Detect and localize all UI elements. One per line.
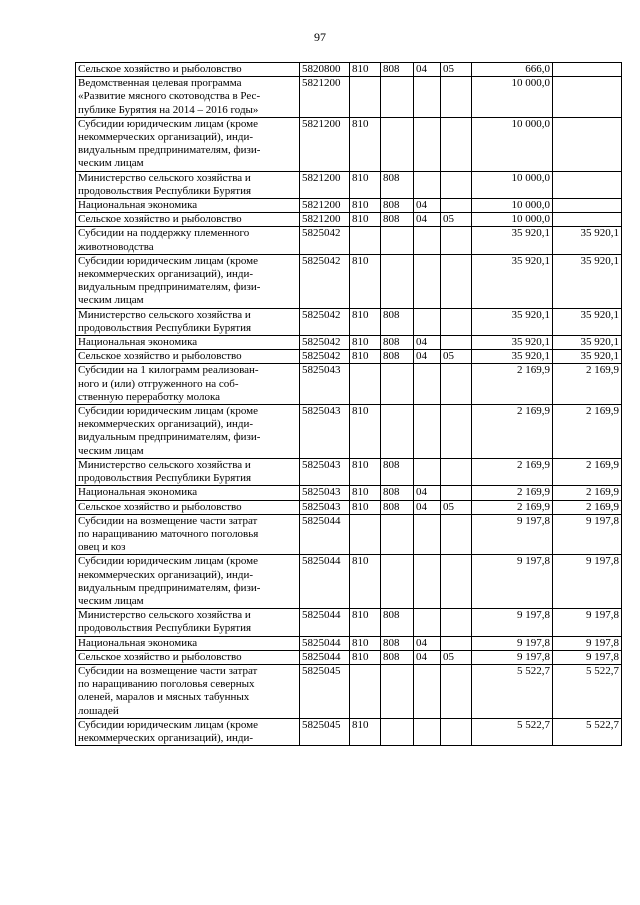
row-amount-1: 9 197,8: [472, 650, 553, 664]
row-expense-type: [441, 364, 472, 405]
row-amount-2: 5 522,7: [553, 718, 622, 745]
row-expense-type: 05: [441, 63, 472, 77]
row-code: 5825044: [300, 636, 350, 650]
row-amount-2: 35 920,1: [553, 350, 622, 364]
row-subsection: [414, 458, 441, 485]
row-section: 808: [381, 458, 414, 485]
row-section: [381, 664, 414, 718]
row-expense-type: [441, 199, 472, 213]
row-amount-2: 9 197,8: [553, 609, 622, 636]
row-name: Национальная экономика: [76, 199, 300, 213]
row-section: 808: [381, 199, 414, 213]
row-amount-1: 35 920,1: [472, 227, 553, 254]
row-amount-2: [553, 117, 622, 171]
row-code: 5825045: [300, 664, 350, 718]
row-name: Субсидии юридическим лицам (кроме некоммерческих организаций), инди- видуальным предпринимателям, физи- ческим лицам: [76, 254, 300, 308]
row-amount-1: 10 000,0: [472, 171, 553, 198]
row-name: Ведомственная целевая программа «Развитие мясного скотоводства в Рес- публике Бурятия на 2014 – 2016 годы»: [76, 77, 300, 118]
row-subsection: [414, 364, 441, 405]
row-amount-2: [553, 213, 622, 227]
row-amount-1: 10 000,0: [472, 199, 553, 213]
row-expense-type: 05: [441, 213, 472, 227]
row-amount-1: 9 197,8: [472, 609, 553, 636]
row-ved: 810: [350, 199, 381, 213]
row-ved: 810: [350, 636, 381, 650]
row-name: Субсидии на поддержку племенного животноводства: [76, 227, 300, 254]
row-expense-type: [441, 664, 472, 718]
row-section: [381, 405, 414, 459]
row-code: 5825043: [300, 458, 350, 485]
row-ved: 810: [350, 609, 381, 636]
row-expense-type: [441, 77, 472, 118]
row-amount-2: 9 197,8: [553, 514, 622, 555]
row-code: 5825044: [300, 650, 350, 664]
row-name: Национальная экономика: [76, 636, 300, 650]
budget-table: [75, 62, 622, 746]
row-expense-type: [441, 718, 472, 745]
row-name: Сельское хозяйство и рыболовство: [76, 650, 300, 664]
row-amount-2: [553, 63, 622, 77]
row-section: [381, 718, 414, 745]
row-code: 5821200: [300, 199, 350, 213]
row-ved: [350, 514, 381, 555]
row-ved: 810: [350, 718, 381, 745]
row-section: [381, 364, 414, 405]
row-code: 5821200: [300, 171, 350, 198]
row-ved: 810: [350, 500, 381, 514]
row-amount-2: [553, 171, 622, 198]
row-code: 5820800: [300, 63, 350, 77]
row-subsection: 04: [414, 63, 441, 77]
row-expense-type: [441, 117, 472, 171]
row-ved: 810: [350, 555, 381, 609]
row-name: Субсидии на возмещение части затрат по наращиванию поголовья северных оленей, маралов и мясных табунных лошадей: [76, 664, 300, 718]
row-subsection: 04: [414, 636, 441, 650]
row-expense-type: [441, 636, 472, 650]
row-subsection: 04: [414, 336, 441, 350]
table-row: [76, 650, 622, 664]
table-row: [76, 486, 622, 500]
row-code: 5825044: [300, 609, 350, 636]
table-row: [76, 308, 622, 335]
row-subsection: [414, 254, 441, 308]
row-amount-2: 9 197,8: [553, 636, 622, 650]
row-code: 5825043: [300, 405, 350, 459]
table-row: [76, 350, 622, 364]
row-ved: 810: [350, 486, 381, 500]
row-expense-type: [441, 336, 472, 350]
row-name: Министерство сельского хозяйства и продовольствия Республики Бурятия: [76, 171, 300, 198]
row-amount-1: 9 197,8: [472, 555, 553, 609]
row-subsection: 04: [414, 486, 441, 500]
row-ved: 810: [350, 308, 381, 335]
row-section: 808: [381, 636, 414, 650]
row-amount-2: 35 920,1: [553, 336, 622, 350]
row-code: 5825043: [300, 364, 350, 405]
row-section: [381, 117, 414, 171]
row-expense-type: 05: [441, 650, 472, 664]
table-row: [76, 63, 622, 77]
row-expense-type: [441, 227, 472, 254]
row-code: 5825044: [300, 514, 350, 555]
row-amount-1: 35 920,1: [472, 350, 553, 364]
row-name: Министерство сельского хозяйства и продовольствия Республики Бурятия: [76, 458, 300, 485]
row-expense-type: [441, 458, 472, 485]
row-expense-type: [441, 308, 472, 335]
table-row: [76, 664, 622, 718]
row-ved: 810: [350, 458, 381, 485]
row-subsection: 04: [414, 350, 441, 364]
table-row: [76, 405, 622, 459]
row-amount-1: 2 169,9: [472, 486, 553, 500]
row-ved: 810: [350, 650, 381, 664]
row-subsection: [414, 514, 441, 555]
row-ved: 810: [350, 63, 381, 77]
row-expense-type: 05: [441, 500, 472, 514]
table-row: [76, 171, 622, 198]
row-name: Сельское хозяйство и рыболовство: [76, 350, 300, 364]
row-code: 5825042: [300, 227, 350, 254]
row-subsection: [414, 227, 441, 254]
row-expense-type: [441, 486, 472, 500]
table-row: [76, 227, 622, 254]
row-expense-type: 05: [441, 350, 472, 364]
row-code: 5825043: [300, 500, 350, 514]
table-row: [76, 364, 622, 405]
row-code: 5825044: [300, 555, 350, 609]
row-section: 808: [381, 350, 414, 364]
table-row: [76, 609, 622, 636]
row-amount-2: 35 920,1: [553, 308, 622, 335]
row-expense-type: [441, 514, 472, 555]
row-ved: [350, 227, 381, 254]
row-expense-type: [441, 254, 472, 308]
row-amount-2: 9 197,8: [553, 555, 622, 609]
row-ved: [350, 77, 381, 118]
row-name: Сельское хозяйство и рыболовство: [76, 63, 300, 77]
table-row: [76, 555, 622, 609]
row-expense-type: [441, 609, 472, 636]
row-amount-1: 9 197,8: [472, 636, 553, 650]
row-ved: [350, 664, 381, 718]
row-amount-1: 2 169,9: [472, 364, 553, 405]
row-ved: 810: [350, 171, 381, 198]
row-subsection: [414, 664, 441, 718]
row-amount-1: 2 169,9: [472, 500, 553, 514]
row-subsection: [414, 117, 441, 171]
row-amount-1: 35 920,1: [472, 254, 553, 308]
row-name: Министерство сельского хозяйства и продовольствия Республики Бурятия: [76, 308, 300, 335]
row-code: 5821200: [300, 117, 350, 171]
row-ved: 810: [350, 405, 381, 459]
row-subsection: 04: [414, 213, 441, 227]
row-expense-type: [441, 555, 472, 609]
row-amount-1: 2 169,9: [472, 405, 553, 459]
row-amount-1: 5 522,7: [472, 718, 553, 745]
table-row: [76, 199, 622, 213]
row-amount-2: 5 522,7: [553, 664, 622, 718]
row-section: 808: [381, 171, 414, 198]
row-amount-1: 10 000,0: [472, 213, 553, 227]
row-ved: 810: [350, 213, 381, 227]
row-code: 5821200: [300, 213, 350, 227]
row-expense-type: [441, 405, 472, 459]
row-amount-1: 2 169,9: [472, 458, 553, 485]
row-code: 5825042: [300, 254, 350, 308]
table-row: [76, 77, 622, 118]
row-amount-2: 9 197,8: [553, 650, 622, 664]
row-subsection: 04: [414, 500, 441, 514]
row-section: 808: [381, 63, 414, 77]
row-subsection: [414, 77, 441, 118]
row-amount-2: 2 169,9: [553, 458, 622, 485]
row-amount-1: 10 000,0: [472, 77, 553, 118]
row-section: 808: [381, 308, 414, 335]
row-name: Национальная экономика: [76, 486, 300, 500]
row-name: Субсидии юридическим лицам (кроме некоммерческих организаций), инди- видуальным предпринимателям, физи- ческим лицам: [76, 405, 300, 459]
row-subsection: [414, 555, 441, 609]
row-code: 5825042: [300, 308, 350, 335]
table-row: [76, 718, 622, 745]
row-amount-1: 5 522,7: [472, 664, 553, 718]
row-section: [381, 514, 414, 555]
row-amount-2: 2 169,9: [553, 500, 622, 514]
row-subsection: [414, 405, 441, 459]
row-amount-2: 2 169,9: [553, 364, 622, 405]
table-row: [76, 500, 622, 514]
row-name: Субсидии юридическим лицам (кроме некоммерческих организаций), инди- видуальным предпринимателям, физи- ческим лицам: [76, 117, 300, 171]
row-expense-type: [441, 171, 472, 198]
row-ved: [350, 364, 381, 405]
row-name: Национальная экономика: [76, 336, 300, 350]
row-amount-2: [553, 199, 622, 213]
row-section: [381, 555, 414, 609]
row-code: 5821200: [300, 77, 350, 118]
row-name: Министерство сельского хозяйства и продовольствия Республики Бурятия: [76, 609, 300, 636]
row-section: 808: [381, 609, 414, 636]
table-row: [76, 514, 622, 555]
row-code: 5825042: [300, 336, 350, 350]
table-row: [76, 458, 622, 485]
row-subsection: [414, 308, 441, 335]
row-amount-2: 35 920,1: [553, 227, 622, 254]
row-section: 808: [381, 650, 414, 664]
row-section: 808: [381, 500, 414, 514]
row-subsection: [414, 609, 441, 636]
row-section: [381, 77, 414, 118]
row-amount-2: [553, 77, 622, 118]
row-amount-1: 666,0: [472, 63, 553, 77]
table-row: [76, 213, 622, 227]
row-amount-1: 35 920,1: [472, 336, 553, 350]
row-section: [381, 227, 414, 254]
row-code: 5825045: [300, 718, 350, 745]
row-amount-1: 9 197,8: [472, 514, 553, 555]
row-section: [381, 254, 414, 308]
row-name: Субсидии на возмещение части затрат по наращиванию маточного поголовья овец и коз: [76, 514, 300, 555]
table-row: [76, 336, 622, 350]
row-code: 5825042: [300, 350, 350, 364]
table-row: [76, 636, 622, 650]
row-ved: 810: [350, 254, 381, 308]
table-row: [76, 117, 622, 171]
row-name: Субсидии на 1 килограмм реализован- ного и (или) отгруженного на соб- ственную переработку молока: [76, 364, 300, 405]
row-name: Субсидии юридическим лицам (кроме некоммерческих организаций), инди-: [76, 718, 300, 745]
row-code: 5825043: [300, 486, 350, 500]
row-subsection: [414, 171, 441, 198]
row-name: Сельское хозяйство и рыболовство: [76, 500, 300, 514]
row-subsection: 04: [414, 199, 441, 213]
row-ved: 810: [350, 350, 381, 364]
row-amount-1: 35 920,1: [472, 308, 553, 335]
row-amount-2: 35 920,1: [553, 254, 622, 308]
row-subsection: 04: [414, 650, 441, 664]
table-row: [76, 254, 622, 308]
row-subsection: [414, 718, 441, 745]
row-section: 808: [381, 213, 414, 227]
budget-table-body: [76, 63, 622, 746]
row-ved: 810: [350, 117, 381, 171]
row-amount-2: 2 169,9: [553, 486, 622, 500]
row-amount-1: 10 000,0: [472, 117, 553, 171]
row-section: 808: [381, 486, 414, 500]
row-ved: 810: [350, 336, 381, 350]
row-name: Субсидии юридическим лицам (кроме некоммерческих организаций), инди- видуальным предпринимателям, физи- ческим лицам: [76, 555, 300, 609]
row-section: 808: [381, 336, 414, 350]
row-amount-2: 2 169,9: [553, 405, 622, 459]
row-name: Сельское хозяйство и рыболовство: [76, 213, 300, 227]
page-number: 97: [314, 30, 326, 44]
